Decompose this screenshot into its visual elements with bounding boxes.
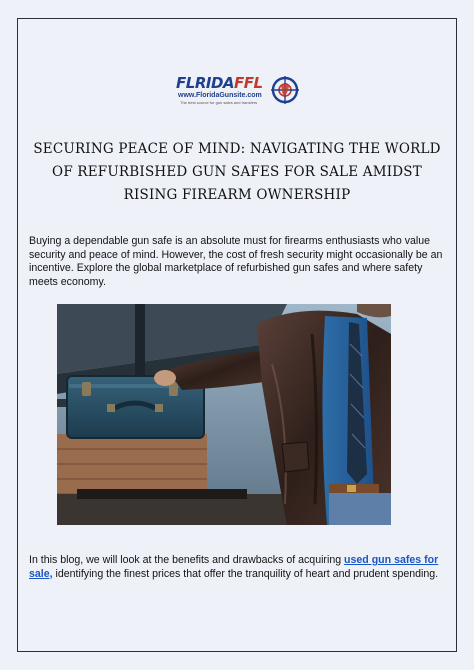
target-crosshair-icon	[270, 75, 300, 105]
page-title: SECURING PEACE OF MIND: NAVIGATING THE WORLD OF REFURBISHED GUN SAFES FOR SALE AMIDST RISING FIREARM OWNERSHIP	[33, 141, 441, 203]
florida-ffl-logo	[168, 72, 308, 106]
logo-wordmark-ffl: FFL	[234, 74, 263, 92]
used-gun-safes-link[interactable]: used gun safes for sale,	[29, 554, 439, 580]
logo-wordmark	[176, 76, 263, 91]
body-text-before-link: In this blog, we will look at the benefits and drawbacks of acquiring	[29, 554, 345, 566]
logo-wordmark-fl: FL	[176, 74, 195, 92]
logo-tagline: The best source for gun sales and transfers	[180, 100, 258, 105]
logo-wordmark-rida: RIDA	[194, 74, 235, 92]
body-paragraph	[29, 554, 447, 581]
man-holding-safe-photo	[57, 304, 391, 525]
logo-url: www.FloridaGunsite.com	[178, 92, 262, 99]
intro-paragraph: Buying a dependable gun safe is an absolute must for firearms enthusiasts who value security and peace of mind. However, the cost of fresh security might occasionally be an incentive. Explore the global marketplace of refurbished gun safes and where safety meets economy.	[29, 235, 443, 288]
body-text-after-link: identifying the finest prices that offer the tranquility of heart and prudent spending.	[52, 567, 439, 580]
